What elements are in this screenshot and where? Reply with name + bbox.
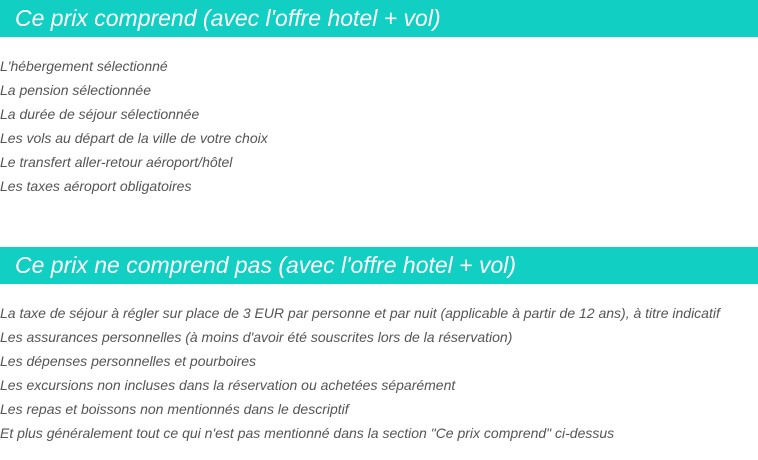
excluded-item: Les excursions non incluses dans la réservation ou achetées séparément — [0, 377, 456, 393]
excluded-section-title: Ce prix ne comprend pas (avec l'offre hotel + vol) — [0, 247, 758, 284]
included-section-title: Ce prix comprend (avec l'offre hotel + vol) — [0, 0, 758, 37]
excluded-item: La taxe de séjour à régler sur place de 3 EUR par personne et par nuit (applicable à partir de 12 ans), à titre indicatif — [0, 305, 720, 321]
included-items-list — [0, 54, 268, 198]
included-item: L'hébergement sélectionné — [0, 58, 168, 74]
included-item: Les taxes aéroport obligatoires — [0, 178, 192, 194]
excluded-item: Les repas et boissons non mentionnés dans le descriptif — [0, 401, 349, 417]
included-item: Le transfert aller-retour aéroport/hôtel — [0, 154, 233, 170]
excluded-items-list — [0, 301, 720, 445]
excluded-item: Les assurances personnelles (à moins d'avoir été souscrites lors de la réservation) — [0, 329, 513, 345]
excluded-item: Les dépenses personnelles et pourboires — [0, 353, 257, 369]
included-item: La durée de séjour sélectionnée — [0, 106, 200, 122]
included-item: La pension sélectionnée — [0, 82, 152, 98]
included-item: Les vols au départ de la ville de votre choix — [0, 130, 268, 146]
excluded-item: Et plus généralement tout ce qui n'est pas mentionné dans la section "Ce prix comprend" ci-dessus — [0, 425, 615, 441]
